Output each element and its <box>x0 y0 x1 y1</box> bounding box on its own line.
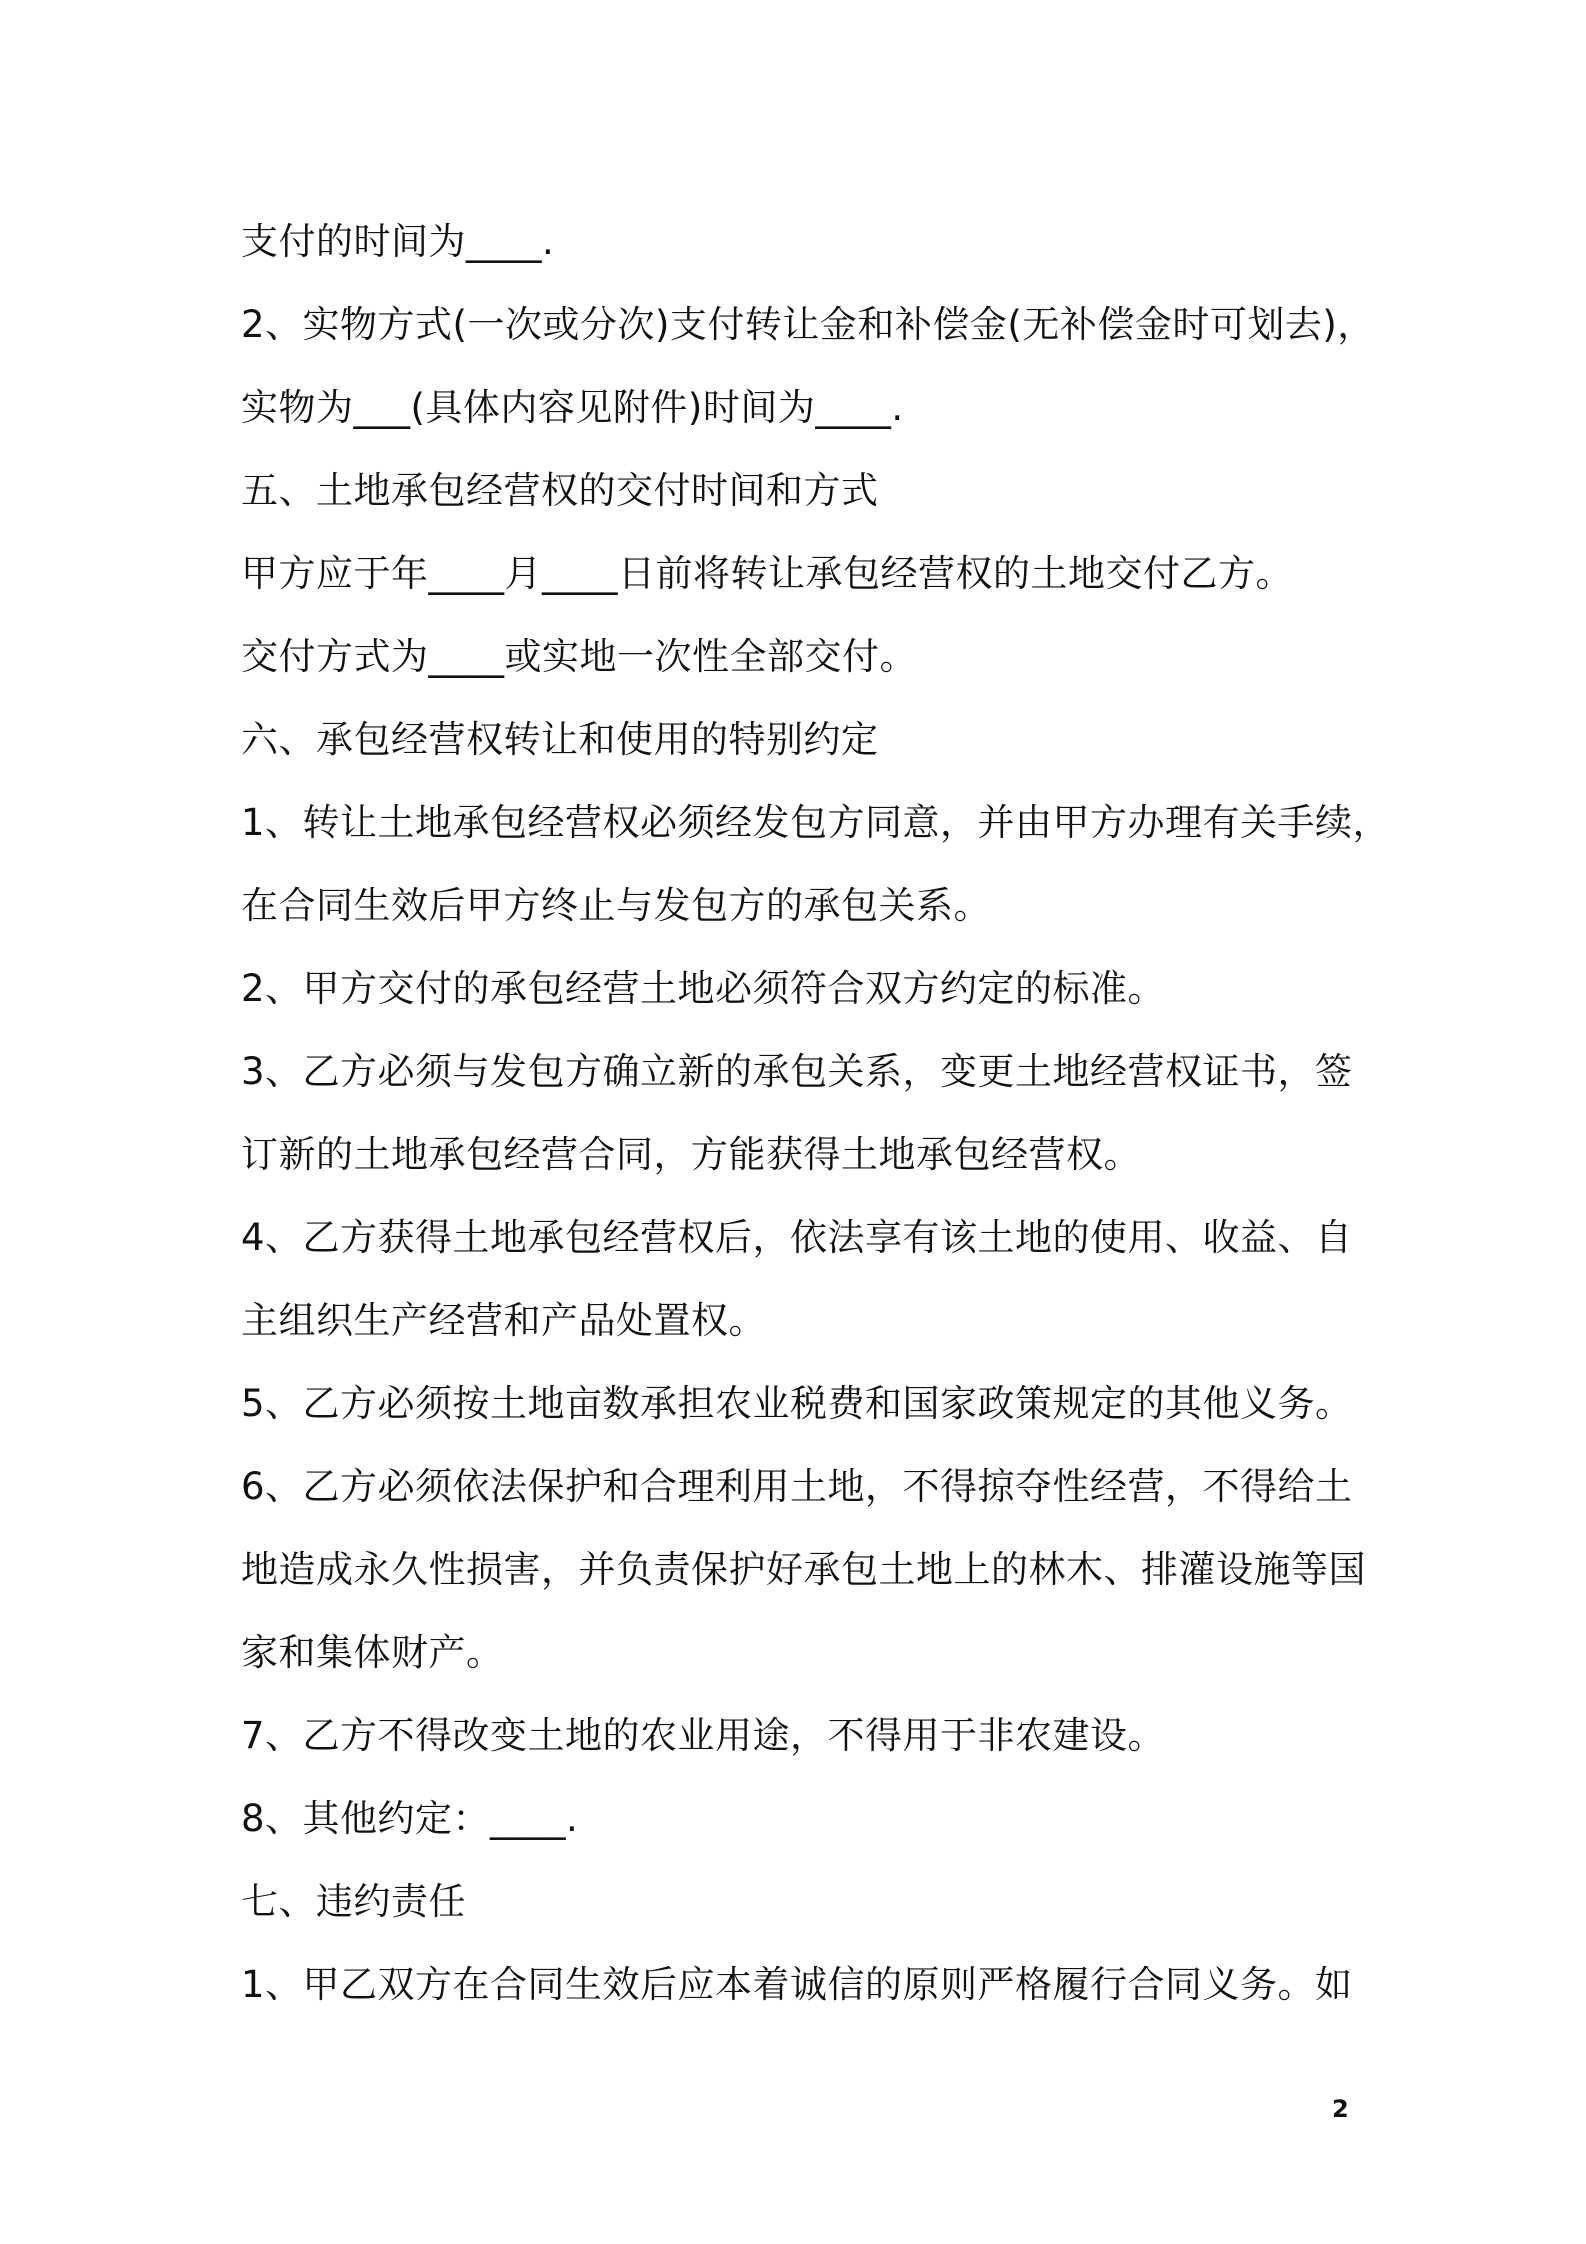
text-line: 1、转让土地承包经营权必须经发包方同意，并由甲方办理有关手续， <box>241 801 1391 844</box>
text-line: 家和集体财产。 <box>241 1631 504 1674</box>
text-line: 1、甲乙双方在合同生效后应本着诚信的原则严格履行合同义务。如 <box>241 1963 1353 2006</box>
text-line: 8、其他约定：____. <box>241 1797 579 1840</box>
text-line: 地造成永久性损害，并负责保护好承包土地上的林木、排灌设施等国 <box>241 1548 1366 1591</box>
text-line: 甲方应于年____月____日前将转让承包经营权的土地交付乙方。 <box>241 552 1293 595</box>
text-line: 7、乙方不得改变土地的农业用途，不得用于非农建设。 <box>241 1714 1166 1757</box>
section-heading: 七、违约责任 <box>241 1880 466 1923</box>
text-line: 4、乙方获得土地承包经营权后，依法享有该土地的使用、收益、自 <box>241 1216 1353 1259</box>
text-line: 订新的土地承包经营合同，方能获得土地承包经营权。 <box>241 1133 1141 1176</box>
text-line: 主组织生产经营和产品处置权。 <box>241 1299 766 1342</box>
text-line: 交付方式为____或实地一次性全部交付。 <box>241 635 917 678</box>
section-heading: 六、承包经营权转让和使用的特别约定 <box>241 718 879 761</box>
text-line: 实物为___(具体内容见附件)时间为____. <box>241 386 904 429</box>
text-line: 5、乙方必须按土地亩数承担农业税费和国家政策规定的其他义务。 <box>241 1382 1353 1425</box>
text-line: 2、实物方式(一次或分次)支付转让金和补偿金(无补偿金时可划去)， <box>241 303 1375 346</box>
text-line: 支付的时间为____. <box>241 220 555 263</box>
page-number: 2 <box>1332 2095 1349 2123</box>
text-line: 3、乙方必须与发包方确立新的承包关系，变更土地经营权证书，签 <box>241 1050 1353 1093</box>
text-line: 2、甲方交付的承包经营土地必须符合双方约定的标准。 <box>241 967 1166 1010</box>
document-body <box>241 200 1391 2026</box>
text-line: 6、乙方必须依法保护和合理利用土地，不得掠夺性经营，不得给土 <box>241 1465 1353 1508</box>
section-heading: 五、土地承包经营权的交付时间和方式 <box>241 469 879 512</box>
text-line: 在合同生效后甲方终止与发包方的承包关系。 <box>241 884 991 927</box>
